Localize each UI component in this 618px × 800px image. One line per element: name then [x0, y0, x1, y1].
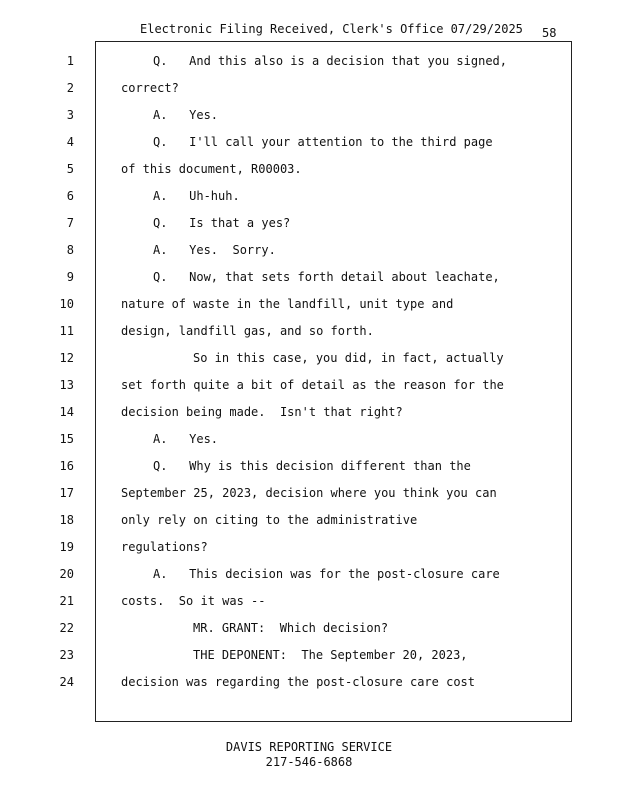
transcript-line: nature of waste in the landfill, unit type and — [121, 297, 454, 311]
transcript-line: regulations? — [121, 540, 208, 554]
line-number: 20 — [59, 567, 74, 581]
line-number: 4 — [66, 135, 74, 149]
line-number: 2 — [66, 81, 74, 95]
line-number: 14 — [59, 405, 74, 419]
line-number: 22 — [59, 621, 74, 635]
line-number: 1 — [66, 54, 74, 68]
transcript-line: only rely on citing to the administrative — [121, 513, 418, 527]
line-number: 21 — [59, 594, 74, 608]
transcript-line: MR. GRANT: Which decision? — [193, 621, 389, 635]
transcript-line: A. Uh-huh. — [153, 189, 240, 203]
transcript-line: Q. And this also is a decision that you signed, — [153, 54, 508, 68]
transcript-line: A. Yes. Sorry. — [153, 243, 276, 257]
transcript-line: decision was regarding the post-closure care cost — [121, 675, 476, 689]
line-number: 8 — [66, 243, 74, 257]
transcript-line: of this document, R00003. — [121, 162, 302, 176]
transcript-line: September 25, 2023, decision where you think you can — [121, 486, 497, 500]
transcript-line: design, landfill gas, and so forth. — [121, 324, 374, 338]
line-number: 23 — [59, 648, 74, 662]
transcript-line: A. Yes. — [153, 108, 219, 122]
line-number: 18 — [59, 513, 74, 527]
line-number: 6 — [66, 189, 74, 203]
transcript-line: A. Yes. — [153, 432, 219, 446]
line-number: 17 — [59, 486, 74, 500]
line-number: 24 — [59, 675, 74, 689]
line-number: 16 — [59, 459, 74, 473]
transcript-line: THE DEPONENT: The September 20, 2023, — [193, 648, 468, 662]
line-number: 12 — [59, 351, 74, 365]
line-number: 15 — [59, 432, 74, 446]
transcript-line: set forth quite a bit of detail as the reason for the — [121, 378, 504, 392]
transcript-line: Q. Why is this decision different than the — [153, 459, 471, 473]
filing-stamp: Electronic Filing Received, Clerk's Office 07/29/2025 — [140, 22, 523, 36]
line-number: 19 — [59, 540, 74, 554]
line-number: 9 — [66, 270, 74, 284]
line-number: 11 — [59, 324, 74, 338]
line-number: 13 — [59, 378, 74, 392]
transcript-line: So in this case, you did, in fact, actually — [193, 351, 504, 365]
transcript-line: A. This decision was for the post-closure care — [153, 567, 500, 581]
line-number: 10 — [59, 297, 74, 311]
transcript-line: costs. So it was -- — [121, 594, 266, 608]
transcript-line: Q. I'll call your attention to the third page — [153, 135, 493, 149]
line-number: 7 — [66, 216, 74, 230]
reporter-name: DAVIS REPORTING SERVICE — [225, 740, 393, 754]
transcript-line: correct? — [121, 81, 179, 95]
transcript-line: decision being made. Isn't that right? — [121, 405, 403, 419]
line-number: 3 — [66, 108, 74, 122]
line-number: 5 — [66, 162, 74, 176]
page-number: 58 — [542, 26, 557, 40]
transcript-line: Q. Now, that sets forth detail about leachate, — [153, 270, 500, 284]
reporter-phone: 217-546-6868 — [265, 755, 353, 769]
transcript-line: Q. Is that a yes? — [153, 216, 291, 230]
